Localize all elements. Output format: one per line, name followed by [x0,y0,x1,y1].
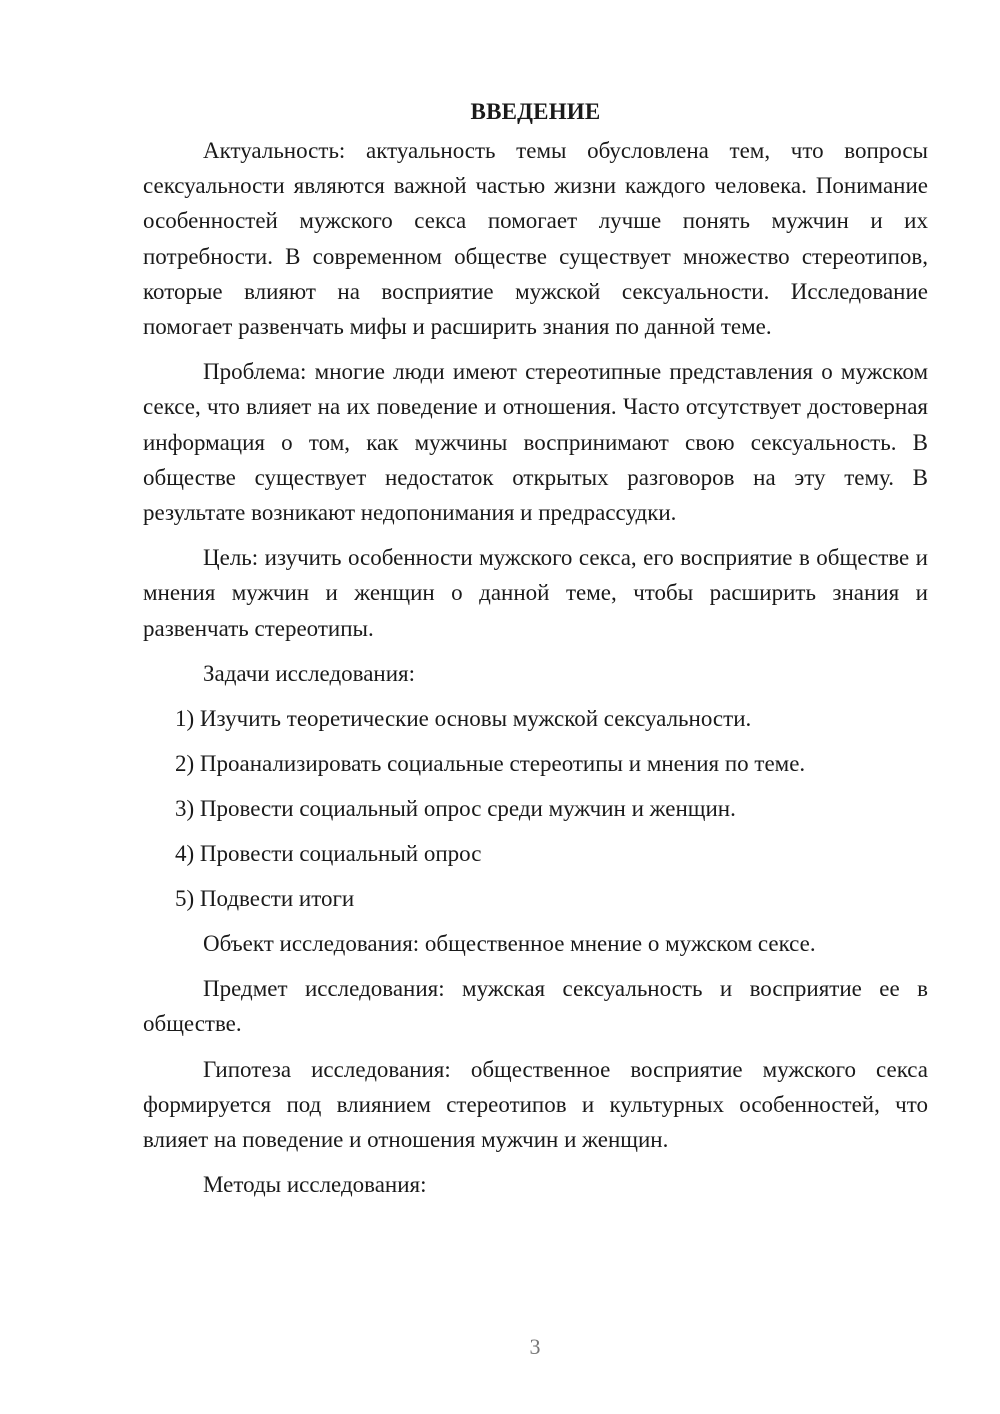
paragraph-relevance: Актуальность: актуальность темы обусловлена тем, что вопросы сексуальности являются важной частью жизни каждого человека. Понимание особенностей мужского секса помогает лучше понять мужчин и их потребности. В современном обществе существует множество стереотипов, которые влияют на восприятие мужской сексуальности. Исследование помогает развенчать мифы и расширить знания по данной теме. [143,138,928,340]
paragraph-problem: Проблема: многие люди имеют стереотипные представления о мужском сексе, что влияет на их поведение и отношения. Часто отсутствует достоверная информация о том, как мужчины воспринимают свою сексуальность. В обществе существует недостаток открытых разговоров на эту тему. В результате возникают недопонимания и предрассудки. [143,359,928,526]
paragraph-subject: Предмет исследования: мужская сексуальность и восприятие ее в обществе. [143,976,928,1037]
paragraph-goal: Цель: изучить особенности мужского секса, его восприятие в обществе и мнения мужчин и женщин о данной теме, чтобы расширить знания и развенчать стереотипы. [143,545,928,641]
paragraph-hypothesis: Гипотеза исследования: общественное восприятие мужского секса формируется под влиянием стереотипов и культурных особенностей, что влияет на поведение и отношения мужчин и женщин. [143,1056,928,1153]
tasks-label: Задачи исследования: [203,660,416,686]
methods-label: Методы исследования: [203,1172,427,1198]
page-number: 3 [529,1334,541,1359]
list-item: 3) Провести социальный опрос среди мужчин и женщин. [175,796,736,822]
section-heading: ВВЕДЕНИЕ [470,99,601,124]
list-item: 1) Изучить теоретические основы мужской сексуальности. [175,706,752,732]
list-item: 2) Проанализировать социальные стереотипы и мнения по теме. [175,751,806,777]
paragraph-object: Объект исследования: общественное мнение о мужском сексе. [203,931,816,957]
tasks-list [143,701,928,916]
list-item: 4) Провести социальный опрос [175,841,482,867]
document-page [143,94,928,1212]
list-item: 5) Подвести итоги [175,886,355,912]
